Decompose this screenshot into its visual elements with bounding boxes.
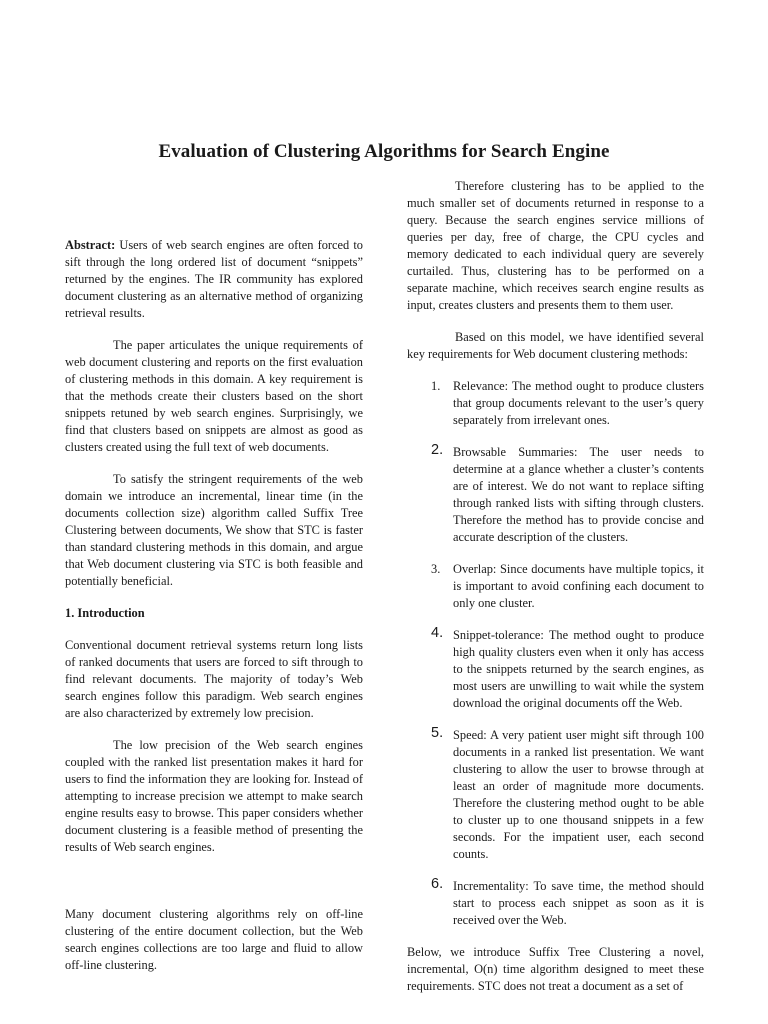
left-column <box>65 237 363 989</box>
requirement-text: Speed: A very patient user might sift through 100 documents in a ranked list presentation. We want clustering to allow the user to browse through at least an order of magnitude more documents. Therefore the clustering method ought to be able to cluster up to one thousand snippets in a few seconds. For the impatient user, each second counts. <box>453 728 704 861</box>
right-closing-paragraph: Below, we introduce Suffix Tree Clustering a novel, incremental, O(n) time algorithm designed to meet these requirements. STC does not treat a document as a set of <box>407 945 704 993</box>
intro-paragraph-3: Many document clustering algorithms rely on off-line clustering of the entire document collection, but the Web search engines collections are too large and fluid to allow off-line clustering. <box>65 907 363 972</box>
requirement-number: 3. <box>431 562 441 576</box>
requirement-item <box>407 727 704 863</box>
requirement-number: 4. <box>431 625 444 641</box>
requirement-number: 6. <box>431 876 444 892</box>
right-column <box>407 178 704 1010</box>
section-heading-introduction: 1. Introduction <box>65 606 145 620</box>
requirement-item <box>407 561 704 612</box>
requirement-number: 5. <box>431 725 444 741</box>
intro-paragraph-1: Conventional document retrieval systems return long lists of ranked documents that users are forced to sift through to find relevant documents. The majority of today’s Web search engines follow this paradigm. Web search engines are also characterized by extremely low precision. <box>65 638 363 720</box>
requirement-item <box>407 444 704 546</box>
requirement-text: Overlap: Since documents have multiple topics, it is important to avoid confining each document to only one cluster. <box>453 562 704 610</box>
requirement-item <box>407 878 704 929</box>
right-paragraph-1: Therefore clustering has to be applied to the much smaller set of documents returned in response to a query. Because the search engines service millions of queries per day, free of charge, the CPU cycles and memory dedicated to each individual query are severely curtailed. Thus, clustering has to be performed on a separate machine, which receives search engine results as input, creates clusters and presents them to them user. <box>407 179 704 312</box>
right-paragraph-2: Based on this model, we have identified several key requirements for Web document clustering methods: <box>407 330 704 361</box>
requirement-text: Incrementality: To save time, the method should start to process each snippet as soon as it is received over the Web. <box>453 879 704 927</box>
abstract-paragraph-3: To satisfy the stringent requirements of the web domain we introduce an incremental, linear time (in the documents collection size) algorithm called Suffix Tree Clustering between documents, We show that STC is faster than standard clustering methods in this domain, and argue that Web document clustering via STC is both feasible and potentially beneficial. <box>65 472 363 588</box>
abstract-text: Users of web search engines are often forced to sift through the long ordered list of document “snippets” returned by the engines. The IR community has explored document clustering as an alternative method of organizing retrieval results. <box>65 238 363 320</box>
intro-paragraph-2: The low precision of the Web search engines coupled with the ranked list presentation makes it hard for users to find the information they are looking for. Instead of attempting to increase precision we attempt to make search engine results easy to browse. This paper considers whether document clustering is a feasible method of presenting the results of Web search engines. <box>65 738 363 854</box>
paper-title: Evaluation of Clustering Algorithms for Search Engine <box>158 141 610 162</box>
requirement-text: Snippet-tolerance: The method ought to produce high quality clusters even when it only has access to the snippets returned by the search engines, as most users are unwilling to wait while the system download the original documents off the Web. <box>453 628 704 710</box>
requirement-item <box>407 627 704 712</box>
requirement-text: Browsable Summaries: The user needs to determine at a glance whether a cluster’s contents are of interest. We do not want to replace sifting through ranked lists with sifting through clusters. Therefore the method has to provide concise and accurate description of the clusters. <box>453 445 704 544</box>
requirements-list <box>407 378 704 929</box>
abstract-paragraph-2: The paper articulates the unique requirements of web document clustering and reports on the first evaluation of clustering methods in this domain. A key requirement is that the methods create their clusters based on the short snippets retuned by web search engines. Surprisingly, we find that clusters based on snippets are almost as good as clusters created using the full text of web documents. <box>65 338 363 454</box>
requirement-number: 1. <box>431 379 441 393</box>
requirement-item <box>407 378 704 429</box>
abstract-label: Abstract: <box>65 238 116 252</box>
requirement-text: Relevance: The method ought to produce clusters that group documents relevant to the user’s query separately from irrelevant ones. <box>453 379 704 427</box>
requirement-number: 2. <box>431 442 444 458</box>
abstract-paragraph <box>65 237 363 322</box>
